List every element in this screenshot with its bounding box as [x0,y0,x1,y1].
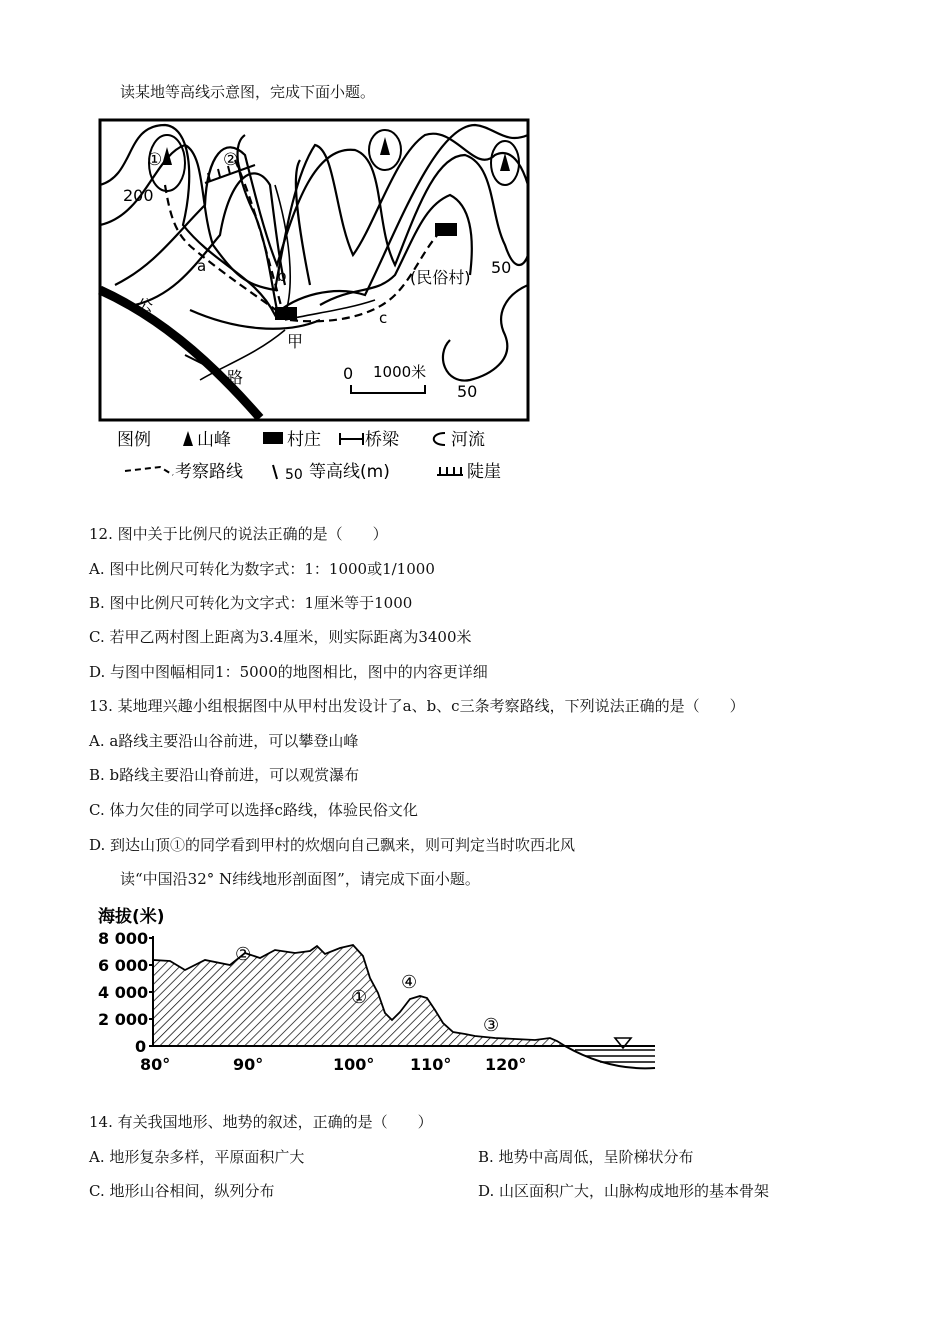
intro-text-2: 读“中国沿32° N纬线地形剖面图”，请完成下面小题。 [120,870,480,888]
legend-contour: 等高线(m) [309,462,390,482]
q14-option-d: D. 山区面积广大，山脉构成地形的基本骨架 [478,1182,770,1200]
water-lines [575,1050,655,1062]
route-b-label: b [277,267,287,285]
legend-bridge-icon [340,433,363,445]
contour-50-label-2: 50 [457,382,478,401]
profile-ytick-8000: 8 000 [98,929,149,948]
q12-option-d: D. 与图中图幅相同1：5000的地图相比，图中的内容更详细 [89,663,488,681]
legend-cliff: 陡崖 [467,462,501,482]
map-legend [117,429,501,483]
intro-text-1: 读某地等高线示意图，完成下面小题。 [120,83,376,101]
peak-2-label: ② [223,150,239,170]
contour-map [95,115,535,487]
village-jia-label: 甲 [287,332,304,351]
q12-option-c: C. 若甲乙两村图上距离为3.4厘米，则实际距离为3400米 [89,628,472,646]
profile-xtick-90: 90° [233,1055,264,1074]
route-a-label: a [197,257,207,275]
q13-option-c: C. 体力欠佳的同学可以选择c路线，体验民俗文化 [89,801,418,819]
q14-option-b: B. 地势中高周低，呈阶梯状分布 [478,1148,694,1166]
road-label-1: 公 [137,296,154,315]
legend-peak-icon [183,431,193,446]
profile-xtick-100: 100° [333,1055,375,1074]
legend-peak: 山峰 [197,430,231,450]
scale-zero: 0 [343,364,354,383]
profile-ytick-4000: 4 000 [98,983,149,1002]
village-icon [275,307,297,320]
legend-contour-sample: 50 [285,467,303,483]
road-label-2: 路 [227,368,244,387]
profile-xtick-80: 80° [140,1055,171,1074]
profile-marker-1: ① [351,987,368,1008]
q12-stem: 12. 图中关于比例尺的说法正确的是（ ） [89,525,388,543]
legend-village-icon [263,432,283,444]
q13-option-d: D. 到达山顶①的同学看到甲村的炊烟向自己飘来，则可判定当时吹西北风 [89,836,576,854]
q12-option-b: B. 图中比例尺可转化为文字式：1厘米等于1000 [89,594,413,612]
q12-option-a: A. 图中比例尺可转化为数字式：1：1000或1/1000 [89,560,435,578]
profile-ytick-0: 0 [135,1037,147,1056]
peak-1-label: ① [147,150,163,170]
profile-marker-3: ③ [483,1015,500,1036]
scale-label: 1000米 [373,363,427,381]
contour-50-label: 50 [491,258,512,277]
q13-stem: 13. 某地理兴趣小组根据图中从甲村出发设计了a、b、c三条考察路线，下列说法正确的是（ ） [89,697,745,715]
legend-contour-icon [273,465,277,479]
village-icon [435,223,457,236]
contour-200-label: 200 [123,186,154,205]
terrain-profile [95,898,665,1083]
village-min-label: (民俗村) [410,268,471,287]
profile-ytick-6000: 6 000 [98,956,149,975]
legend-river: 河流 [451,430,485,450]
legend-route: 考察路线 [175,462,243,482]
q13-option-a: A. a路线主要沿山谷前进，可以攀登山峰 [89,732,359,750]
profile-marker-2: ② [235,944,252,965]
profile-marker-4: ④ [401,972,418,993]
profile-ylabel: 海拔(米) [98,907,165,927]
q14-option-c: C. 地形山谷相间，纵列分布 [89,1182,275,1200]
legend-river-icon [434,433,445,445]
q14-stem: 14. 有关我国地形、地势的叙述，正确的是（ ） [89,1113,433,1131]
legend-village: 村庄 [287,430,321,450]
legend-route-icon [125,467,173,475]
profile-xtick-120: 120° [485,1055,527,1074]
q14-option-a: A. 地形复杂多样，平原面积广大 [89,1148,305,1166]
profile-ytick-2000: 2 000 [98,1010,149,1029]
legend-cliff-icon [437,467,463,475]
q13-option-b: B. b路线主要沿山脊前进，可以观赏瀑布 [89,766,360,784]
legend-bridge: 桥梁 [365,430,399,450]
profile-xtick-110: 110° [410,1055,452,1074]
route-c-label: c [379,309,388,327]
legend-title: 图例 [117,430,151,450]
